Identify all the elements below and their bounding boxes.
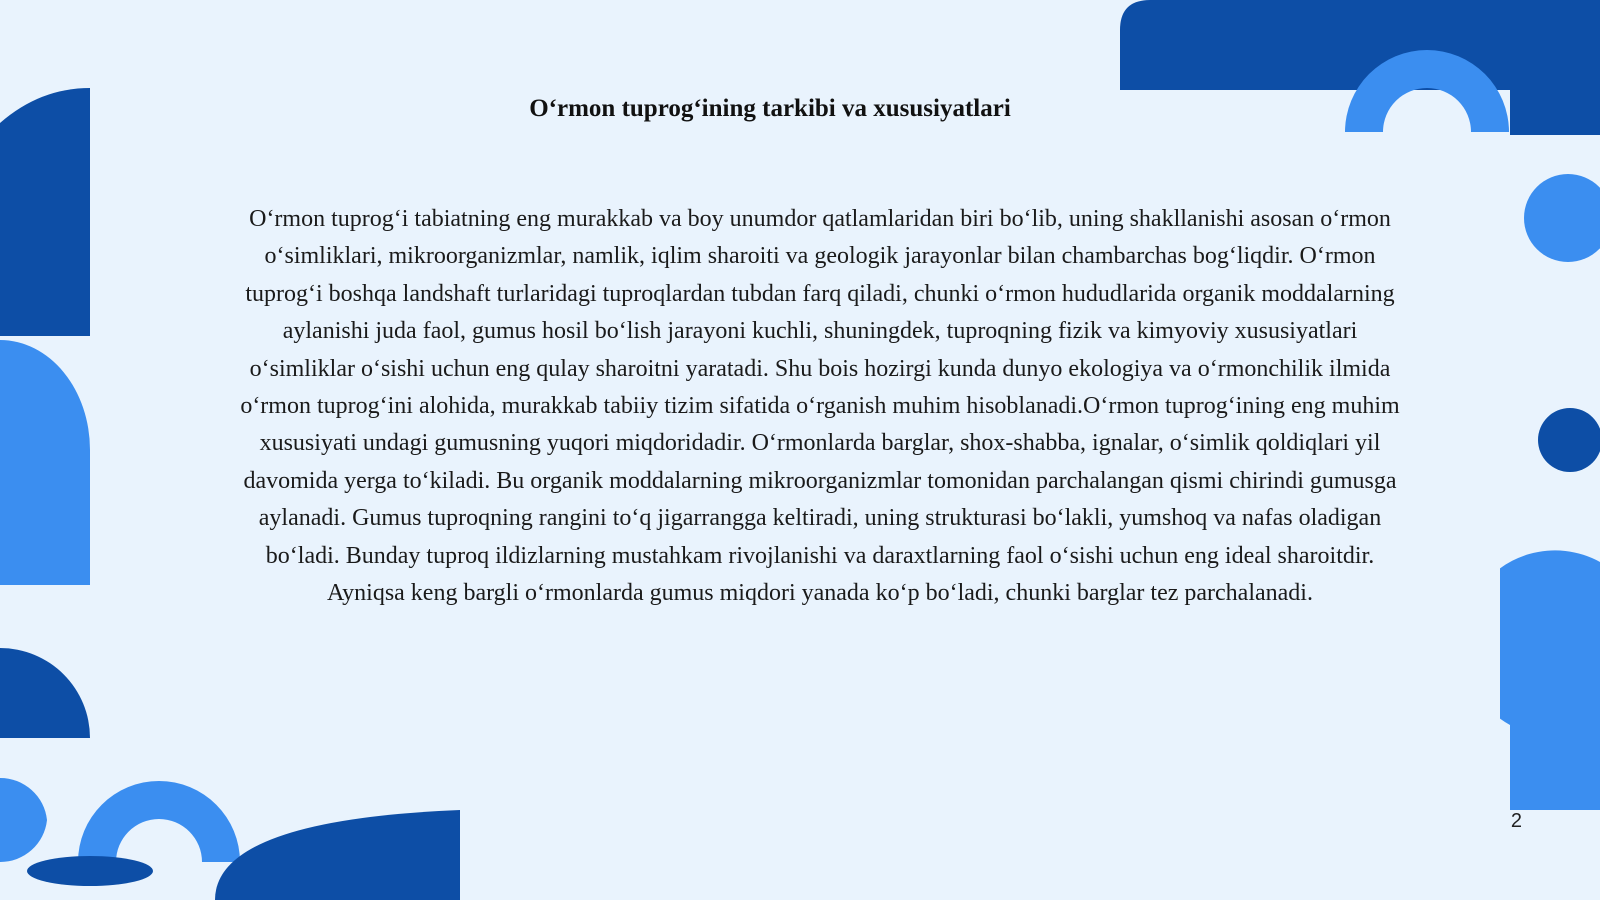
right-edge-decoration [1500, 170, 1600, 820]
page-number: 2 [1510, 810, 1522, 832]
left-edge-decoration [0, 88, 92, 738]
slide-title: O‘rmon tuprog‘ining tarkibi va xususiyatlari [529, 95, 1011, 122]
bottom-left-decoration [0, 775, 470, 900]
slide-body-text: O‘rmon tuprog‘i tabiatning eng murakkab va boy unumdor qatlamlaridan biri bo‘lib, uning shakllanishi asosan o‘rmon o‘simliklari, mikroorganizmlar, namlik, iqlim sharoiti va geologik jarayonlar bilan chambarchas bog‘liqdir. O‘rmon tuprog‘i boshqa landshaft turlaridagi tuproqlardan tubdan farq qiladi, chunki o‘rmon hududlarida organik moddalarning aylanishi juda faol, gumus hosil bo‘lish jarayoni kuchli, shuningdek, tuproqning fizik va kimyoviy xususiyatlari o‘simliklar o‘sishi uchun eng qulay sharoitni yaratadi. Shu bois hozirgi kunda dunyo ekologiya va o‘rmonchilik ilmida o‘rmon tuprog‘ini alohida, murakkab tabiiy tizim sifatida o‘rganish muhim hisoblanadi.O‘rmon tuprog‘ining eng muhim xususiyati undagi gumusning yuqori miqdoridadir. O‘rmonlarda barglar, shox-shabba, ignalar, o‘simlik qoldiqlari yil davomida yerga to‘kiladi. Bu organik moddalarning mikroorganizmlar tomonidan parchalangan qismi chirindi gumusga aylanadi. Gumus tuproqning rangini to‘q jigarrangga keltiradi, uning strukturasi bo‘lakli, yumshoq va nafas oladigan bo‘ladi. Bunday tuproq ildizlarning mustahkam rivojlanishi va daraxtlarning faol o‘sishi uchun eng ideal sharoitdir. Ayniqsa keng bargli o‘rmonlarda gumus miqdori yanada ko‘p bo‘ladi, chunki barglar tez parchalanadi. [240, 206, 1400, 607]
